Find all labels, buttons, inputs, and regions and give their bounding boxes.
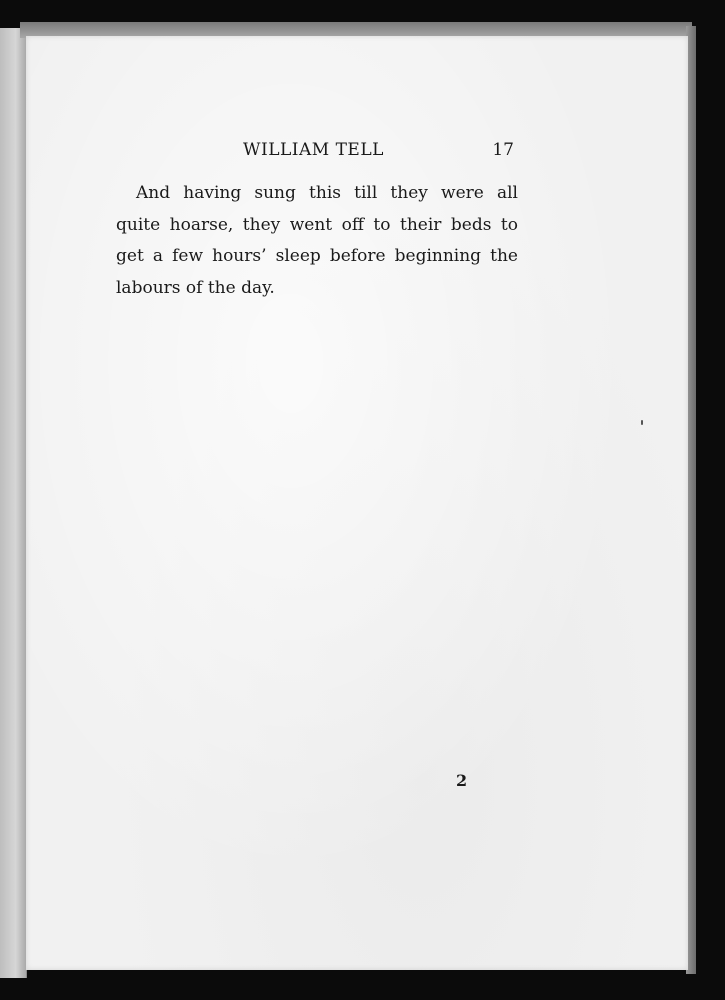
body-line: get a few hours’ sleep before beginning the xyxy=(116,246,518,266)
signature-mark: 2 xyxy=(456,771,468,790)
page-number: 17 xyxy=(492,140,514,160)
body-paragraph xyxy=(116,178,518,304)
body-line: quite hoarse, they went off to their beds to xyxy=(116,214,518,235)
book-page xyxy=(26,36,688,970)
scan-speck xyxy=(641,420,643,425)
left-page-edge xyxy=(0,28,27,978)
body-line: labours of the day. xyxy=(116,277,275,298)
page-header xyxy=(243,140,518,164)
running-title: WILLIAM TELL xyxy=(243,140,384,160)
body-line: And having sung this till they were all xyxy=(136,183,518,203)
